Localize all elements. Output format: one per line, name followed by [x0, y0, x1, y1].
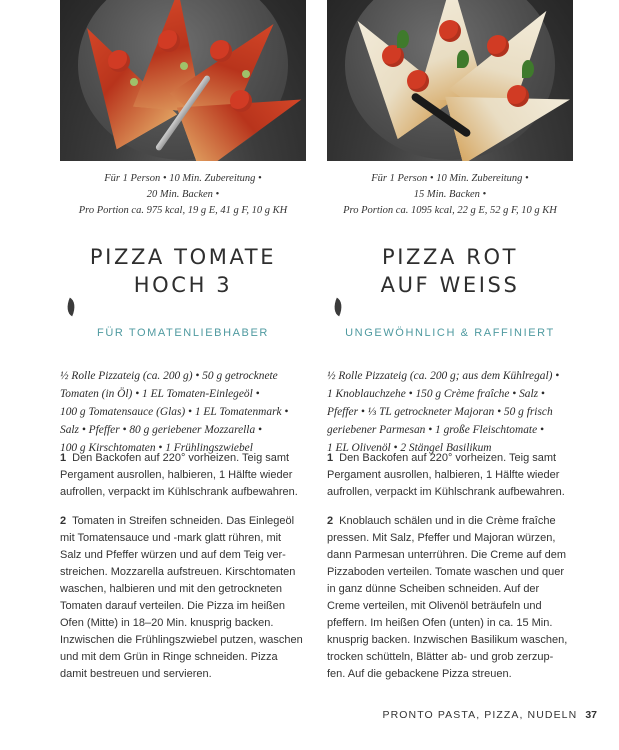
meta-line: Für 1 Person • 10 Min. Zubereitung • — [371, 173, 529, 184]
step-number: 2 — [327, 515, 334, 527]
step-line: Pizzaboden verteilen. Tomate waschen und quer — [327, 566, 565, 578]
ingredient-list — [60, 367, 306, 457]
ingredient-line: 100 g Tomatensauce (Glas) • 1 EL Tomatenmark • — [60, 406, 289, 418]
step-2 — [327, 513, 577, 683]
step-line: Pergament ausrollen, halbieren, 1 Hälfte wieder — [60, 469, 293, 481]
step-line: Den Backofen auf 220° vorheizen. Teig samt — [339, 452, 557, 464]
leaf-icon — [63, 298, 79, 317]
step-line: Tomaten in Streifen schneiden. Das Einlegeöl — [72, 515, 295, 527]
step-line: aufrollen, verpackt im Kühlschrank aufbewahren. — [327, 486, 565, 498]
meta-line: 20 Min. Backen • — [146, 189, 220, 200]
section-title: PRONTO PASTA, PIZZA, NUDELN — [382, 709, 578, 721]
step-line: mit Tomatensauce und -mark glatt rühren, mit — [60, 532, 282, 544]
step-line: streichen. Mozzarella aufstreuen. Kirschtomaten — [60, 566, 296, 578]
step-line: waschen, halbieren und mit den getrockneten — [60, 583, 282, 595]
step-line: Salz und Pfeffer würzen und auf dem Teig ver- — [60, 549, 286, 561]
recipe-left — [60, 0, 306, 680]
step-line: damit bestreuen und servieren. — [60, 668, 212, 680]
step-number: 2 — [60, 515, 67, 527]
step-1 — [327, 450, 573, 501]
recipe-title — [327, 243, 573, 315]
title-line: AUF WEISS — [380, 273, 520, 297]
recipe-right — [327, 0, 573, 680]
ingredient-list — [327, 367, 573, 457]
ingredient-line: ½ Rolle Pizzateig (ca. 200 g) • 50 g getrocknete — [60, 370, 278, 382]
step-line: aufrollen, verpackt im Kühlschrank aufbewahren. — [60, 486, 298, 498]
recipe-meta — [60, 171, 306, 219]
page-footer — [383, 709, 598, 721]
title-line: HOCH 3 — [133, 273, 233, 297]
step-2 — [60, 513, 310, 683]
title-line: PIZZA ROT — [381, 245, 519, 269]
step-line: Inzwischen die Frühlingszwiebel putzen, waschen — [60, 634, 303, 646]
pizza-red-on-white-photo — [327, 0, 573, 161]
step-line: Den Backofen auf 220° vorheizen. Teig samt — [72, 452, 290, 464]
meta-line: 15 Min. Backen • — [413, 189, 487, 200]
step-line: in ganz dünne Scheiben schneiden. Auf der — [327, 583, 540, 595]
step-line: knusprig backen. Inzwischen Basilikum waschen, — [327, 634, 568, 646]
step-line: pfeffern. Im heißen Ofen (unten) in ca. 15 Min. — [327, 617, 553, 629]
step-1 — [60, 450, 306, 501]
meta-line: Pro Portion ca. 1095 kcal, 22 g E, 52 g F, 10 g KH — [343, 205, 557, 216]
step-line: Ofen (Mitte) in 18–20 Min. knusprig backen. — [60, 617, 274, 629]
step-line: und mit dem Grün in Ringe schneiden. Pizza — [60, 651, 278, 663]
step-line: Pergament ausrollen, halbieren, 1 Hälfte wieder — [327, 469, 560, 481]
step-line: dann Parmesan unterrühren. Die Creme auf dem — [327, 549, 567, 561]
ingredient-line: 1 EL Olivenöl • 2 Stängel Basilikum — [327, 442, 492, 454]
recipe-meta — [327, 171, 573, 219]
ingredient-line: ½ Rolle Pizzateig (ca. 200 g; aus dem Kühlregal) • — [327, 370, 560, 382]
meta-line: Für 1 Person • 10 Min. Zubereitung • — [104, 173, 262, 184]
step-line: Creme verteilen, mit Olivenöl beträufeln und — [327, 600, 542, 612]
ingredient-line: 1 Knoblauchzehe • 150 g Crème fraîche • Salz • — [327, 388, 545, 400]
recipe-title — [60, 243, 306, 315]
ingredient-line: 100 g Kirschtomaten • 1 Frühlingszwiebel — [60, 442, 253, 454]
step-line: Knoblauch schälen und in die Crème fraîche — [339, 515, 556, 527]
recipe-subtitle: UNGEWÖHNLICH & RAFFINIERT — [345, 327, 555, 339]
ingredient-line: Salz • Pfeffer • 80 g geriebener Mozzarella • — [60, 424, 262, 436]
pizza-tomato-photo — [60, 0, 306, 161]
ingredient-line: geriebener Parmesan • 1 große Fleischtomate • — [327, 424, 544, 436]
recipe-subtitle: FÜR TOMATENLIEBHABER — [97, 327, 269, 339]
page-number: 37 — [585, 709, 597, 721]
meta-line: Pro Portion ca. 975 kcal, 19 g E, 41 g F, 10 g KH — [78, 205, 288, 216]
ingredient-line: Pfeffer • ⅓ TL getrockneter Majoran • 50 g frisch — [327, 406, 553, 418]
step-line: trocken schütteln, Blätter ab- und grob zerzup- — [327, 651, 554, 663]
title-line: PIZZA TOMATE — [89, 245, 277, 269]
step-number: 1 — [327, 452, 334, 464]
step-line: pressen. Mit Salz, Pfeffer und Majoran würzen, — [327, 532, 556, 544]
step-line: fen. Auf die gebackene Pizza streuen. — [327, 668, 512, 680]
step-number: 1 — [60, 452, 67, 464]
step-line: Tomaten darauf verteilen. Die Pizza im heißen — [60, 600, 285, 612]
ingredient-line: Tomaten (in Öl) • 1 EL Tomaten-Einlegeöl • — [60, 388, 260, 400]
leaf-icon — [330, 298, 346, 317]
